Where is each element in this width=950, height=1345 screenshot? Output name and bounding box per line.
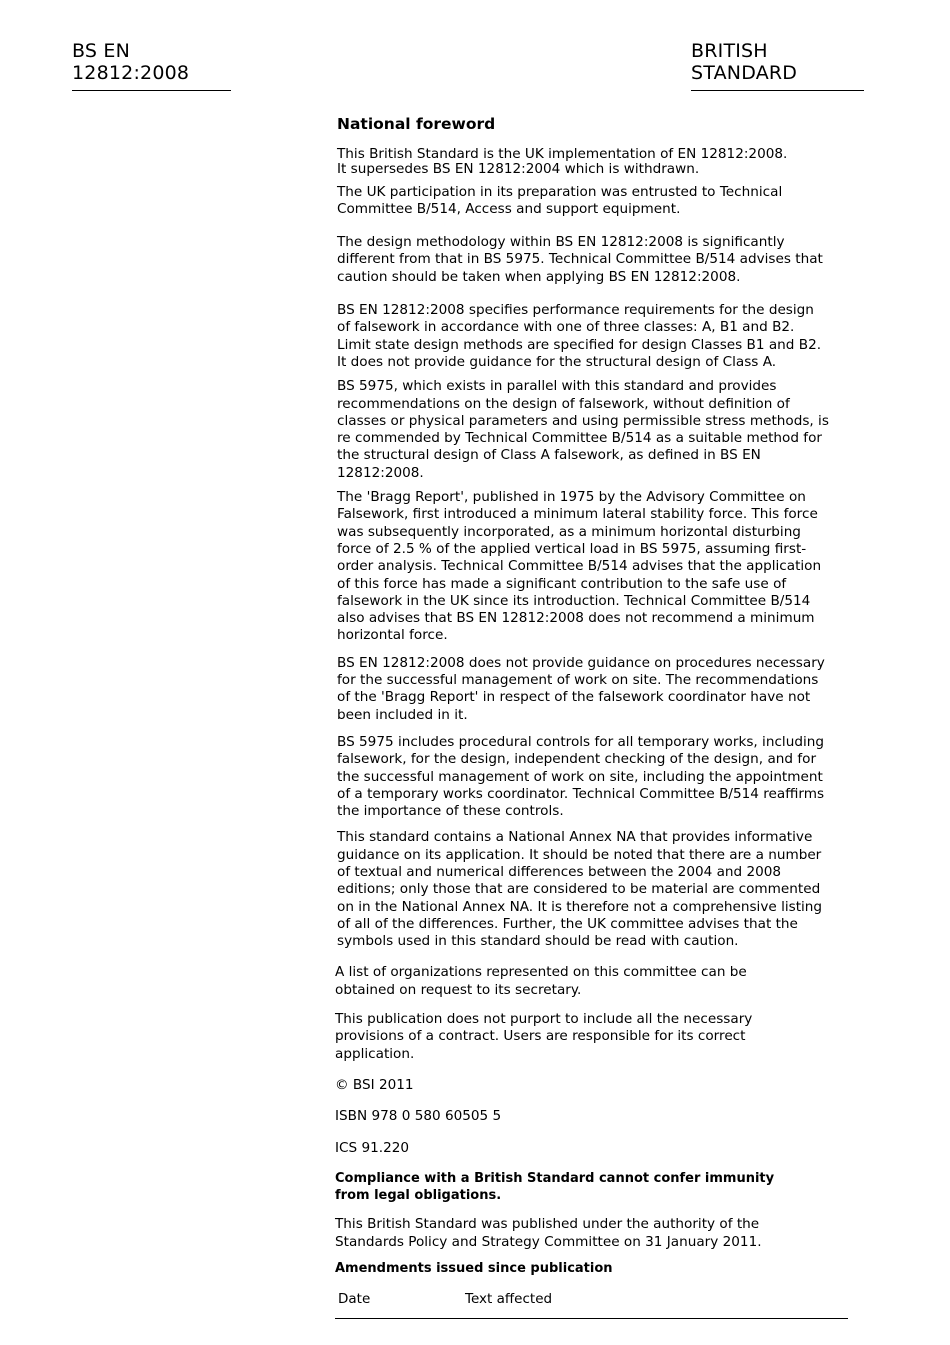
standard-type: BRITISH STANDARD bbox=[691, 40, 864, 91]
published-paragraph: This British Standard was published under the authority of the Standards Policy and Strategy Committee on 31 January 2011. bbox=[335, 1216, 762, 1250]
amendments-title: Amendments issued since publication bbox=[335, 1261, 613, 1277]
copyright-line: © BSI 2011 bbox=[335, 1076, 414, 1093]
amendments-table-header bbox=[335, 1291, 848, 1318]
foreword-title: National foreword bbox=[337, 115, 496, 133]
publication-info bbox=[335, 964, 755, 1156]
foreword-paragraph: BS EN 12812:2008 does not provide guidance on procedures necessary for the successful management of work on site. The recommendations of the 'Bragg Report' in respect of the falsework coordinator have not been included in it. bbox=[337, 654, 825, 723]
compliance-block bbox=[335, 1170, 829, 1319]
contract-paragraph: This publication does not purport to include all the necessary provisions of a contract. Users are responsible for its correct application. bbox=[335, 1011, 753, 1062]
organizations-paragraph: A list of organizations represented on this committee can be obtained on request to its secretary. bbox=[335, 964, 747, 998]
compliance-note: Compliance with a British Standard cannot confer immunity from legal obligations. bbox=[335, 1170, 775, 1204]
national-foreword bbox=[337, 114, 829, 1319]
ics-line: ICS 91.220 bbox=[335, 1139, 410, 1156]
foreword-paragraph: The design methodology within BS EN 12812:2008 is significantly different from that in BS 5975. Technical Committee B/514 advises that caution should be taken when applying BS EN 12812:2008. bbox=[337, 234, 823, 285]
foreword-paragraph: BS EN 12812:2008 specifies performance requirements for the design of falsework in accordance with one of three classes: A, B1 and B2. Limit state design methods are specified for design Classes B1 and B2. It does not provide guidance for the structural design of Class A. bbox=[337, 302, 822, 370]
amendments-column-text: Text affected bbox=[465, 1291, 553, 1308]
foreword-paragraph: BS 5975 includes procedural controls for all temporary works, including falsework, for the design, independent checking of the design, and for the successful management of work on site, including the appointment of a temporary works coordinator. Technical Committee B/514 reaffirms the importance of these controls. bbox=[337, 733, 825, 820]
foreword-paragraph: BS 5975, which exists in parallel with this standard and provides recommendations on the design of falsework, without definition of classes or physical parameters and using permissible stress methods, is re commended by Technical Committee B/514 as a suitable method for the structural design of Class A falsework, as defined in BS EN 12812:2008. bbox=[337, 378, 829, 481]
foreword-paragraph: This standard contains a National Annex NA that provides informative guidance on its application. It should be noted that there are a number of textual and numerical differences between the 2004 and 2008 editions; only those that are considered to be material are commented on in the National Annex NA. It is therefore not a comprehensive listing of all of the differences. Further, the UK committee advises that the symbols used in this standard should be read with caution. bbox=[337, 829, 823, 950]
foreword-paragraph: The 'Bragg Report', published in 1975 by the Advisory Committee on Falsework, first introduced a minimum lateral stability force. This force was subsequently incorporated, as a minimum horizontal disturbing force of 2.5 % of the applied vertical load in BS 5975, assuming first-order analysis. Technical Committee B/514 advises that the application of this force has made a significant contribution to the safe use of falsework in the UK since its introduction. Technical Committee B/514 also advises that BS EN 12812:2008 does not recommend a minimum horizontal force. bbox=[337, 489, 822, 644]
document-code: BS EN 12812:2008 bbox=[72, 40, 231, 91]
isbn-line: ISBN 978 0 580 60505 5 bbox=[335, 1108, 502, 1125]
amendments-column-date: Date bbox=[338, 1291, 371, 1308]
intro-line-2: It supersedes BS EN 12812:2004 which is withdrawn. bbox=[337, 161, 700, 178]
participation-paragraph: The UK participation in its preparation was entrusted to Technical Committee B/514, Access and support equipment. bbox=[337, 183, 783, 217]
intro-line-1: This British Standard is the UK implementation of EN 12812:2008. bbox=[337, 146, 788, 162]
